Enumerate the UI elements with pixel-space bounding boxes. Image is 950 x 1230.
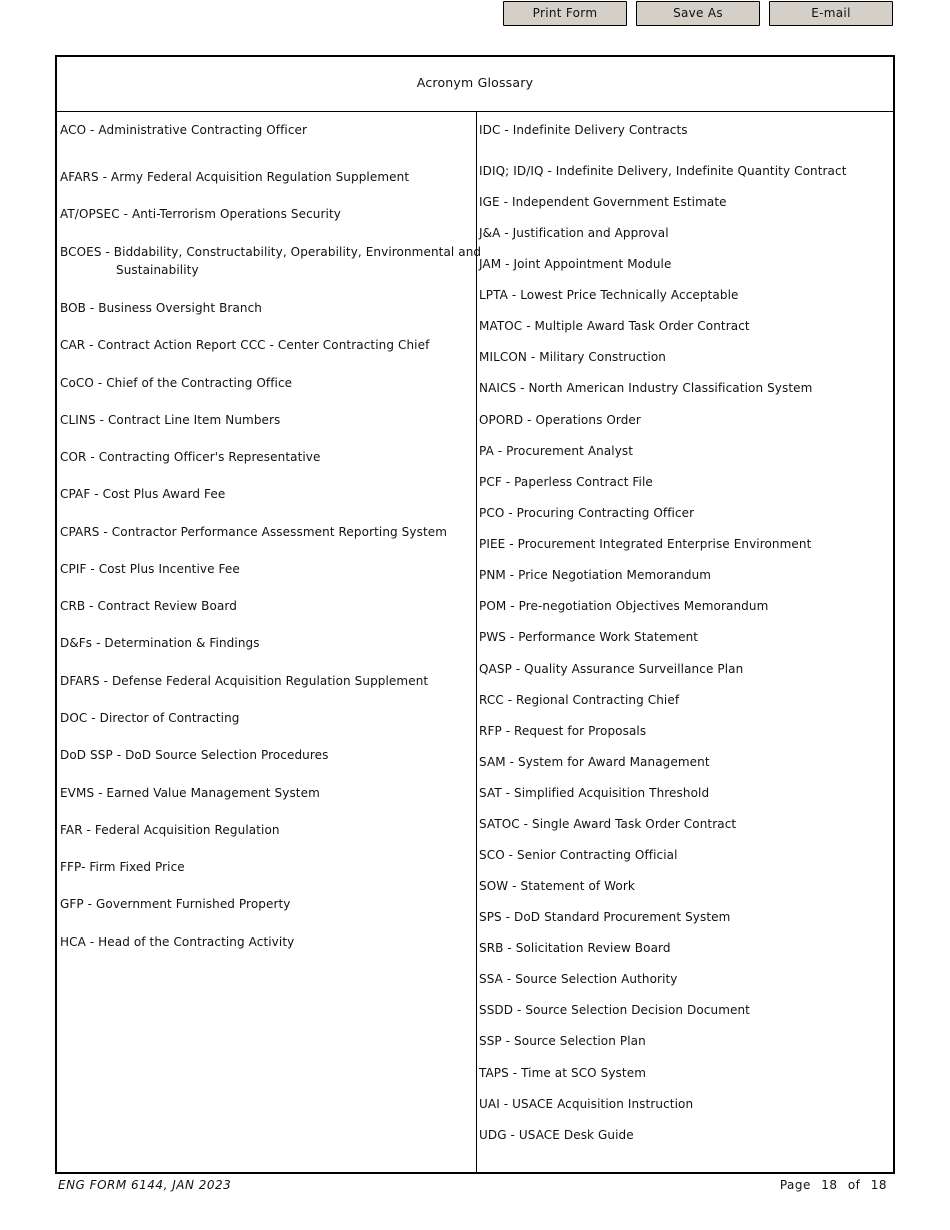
glossary-entry: SSA - Source Selection Authority [479,972,678,986]
form-title: Acronym Glossary [57,57,893,112]
glossary-entry: CAR - Contract Action Report CCC - Center Contracting Chief [60,338,430,352]
print-form-button[interactable]: Print Form [503,1,627,26]
glossary-entry: FAR - Federal Acquisition Regulation [60,823,280,837]
glossary-entry: CLINS - Contract Line Item Numbers [60,413,281,427]
glossary-entry: POM - Pre-negotiation Objectives Memorandum [479,599,769,613]
page-total: 18 [870,1178,887,1192]
glossary-entry: RFP - Request for Proposals [479,724,647,738]
glossary-entry: SSP - Source Selection Plan [479,1034,646,1048]
glossary-entry: SSDD - Source Selection Decision Document [479,1003,750,1017]
glossary-entry: COR - Contracting Officer's Representative [60,450,321,464]
glossary-entry: UDG - USACE Desk Guide [479,1128,634,1142]
glossary-entry: PCF - Paperless Contract File [479,475,653,489]
page-of: of [847,1178,861,1192]
glossary-entry: EVMS - Earned Value Management System [60,786,320,800]
glossary-entry: OPORD - Operations Order [479,413,641,427]
form-identifier: ENG FORM 6144, JAN 2023 [58,1178,232,1192]
glossary-entry: CoCO - Chief of the Contracting Office [60,376,293,390]
save-as-button[interactable]: Save As [636,1,760,26]
glossary-entry: IDC - Indefinite Delivery Contracts [479,123,688,137]
glossary-entry: CPAF - Cost Plus Award Fee [60,487,226,501]
glossary-entry: MILCON - Military Construction [479,350,667,364]
glossary-entry: CPARS - Contractor Performance Assessment Reporting System [60,525,448,539]
glossary-entry: CRB - Contract Review Board [60,599,237,613]
glossary-entry: PA - Procurement Analyst [479,444,634,458]
glossary-entry: BOB - Business Oversight Branch [60,301,263,315]
glossary-entry: QASP - Quality Assurance Surveillance Plan [479,662,744,676]
glossary-entry: DOC - Director of Contracting [60,711,240,725]
glossary-entry: SPS - DoD Standard Procurement System [479,910,731,924]
page-indicator [774,1178,887,1192]
glossary-entry: ACO - Administrative Contracting Officer [60,123,308,137]
glossary-entry: SCO - Senior Contracting Official [479,848,678,862]
glossary-entry: LPTA - Lowest Price Technically Acceptable [479,288,739,302]
page-label: Page [779,1178,811,1192]
glossary-entry: IDIQ; ID/IQ - Indefinite Delivery, Indefinite Quantity Contract [479,164,847,178]
glossary-entry: SRB - Solicitation Review Board [479,941,671,955]
glossary-entry: J&A - Justification and Approval [479,226,669,240]
glossary-entry: JAM - Joint Appointment Module [479,257,672,271]
glossary-entry: NAICS - North American Industry Classification System [479,381,813,395]
glossary-entry: UAI - USACE Acquisition Instruction [479,1097,694,1111]
glossary-entry: GFP - Government Furnished Property [60,897,291,911]
glossary-entry: TAPS - Time at SCO System [479,1066,646,1080]
glossary-entry: D&Fs - Determination & Findings [60,636,260,650]
glossary-entry: PWS - Performance Work Statement [479,630,699,644]
glossary-entry: FFP- Firm Fixed Price [60,860,185,874]
glossary-entry: PCO - Procuring Contracting Officer [479,506,695,520]
glossary-form [55,55,895,1174]
glossary-entry: SAM - System for Award Management [479,755,710,769]
glossary-entry: RCC - Regional Contracting Chief [479,693,680,707]
glossary-entry: SAT - Simplified Acquisition Threshold [479,786,710,800]
glossary-entry: PNM - Price Negotiation Memorandum [479,568,712,582]
email-button[interactable]: E-mail [769,1,893,26]
glossary-entry: SATOC - Single Award Task Order Contract [479,817,737,831]
glossary-entry: BCOES - Biddability, Constructability, Operability, Environmental and Sustainability [60,245,482,277]
glossary-entry: HCA - Head of the Contracting Activity [60,935,295,949]
page-current: 18 [821,1178,838,1192]
glossary-entry: MATOC - Multiple Award Task Order Contract [479,319,750,333]
glossary-entry: SOW - Statement of Work [479,879,635,893]
glossary-entry: PIEE - Procurement Integrated Enterprise Environment [479,537,812,551]
glossary-entry: AFARS - Army Federal Acquisition Regulation Supplement [60,170,410,184]
glossary-entry: AT/OPSEC - Anti-Terrorism Operations Security [60,207,341,221]
glossary-entry: IGE - Independent Government Estimate [479,195,727,209]
glossary-entry: CPIF - Cost Plus Incentive Fee [60,562,240,576]
glossary-entry: DFARS - Defense Federal Acquisition Regulation Supplement [60,674,429,688]
glossary-entry: DoD SSP - DoD Source Selection Procedures [60,748,329,762]
